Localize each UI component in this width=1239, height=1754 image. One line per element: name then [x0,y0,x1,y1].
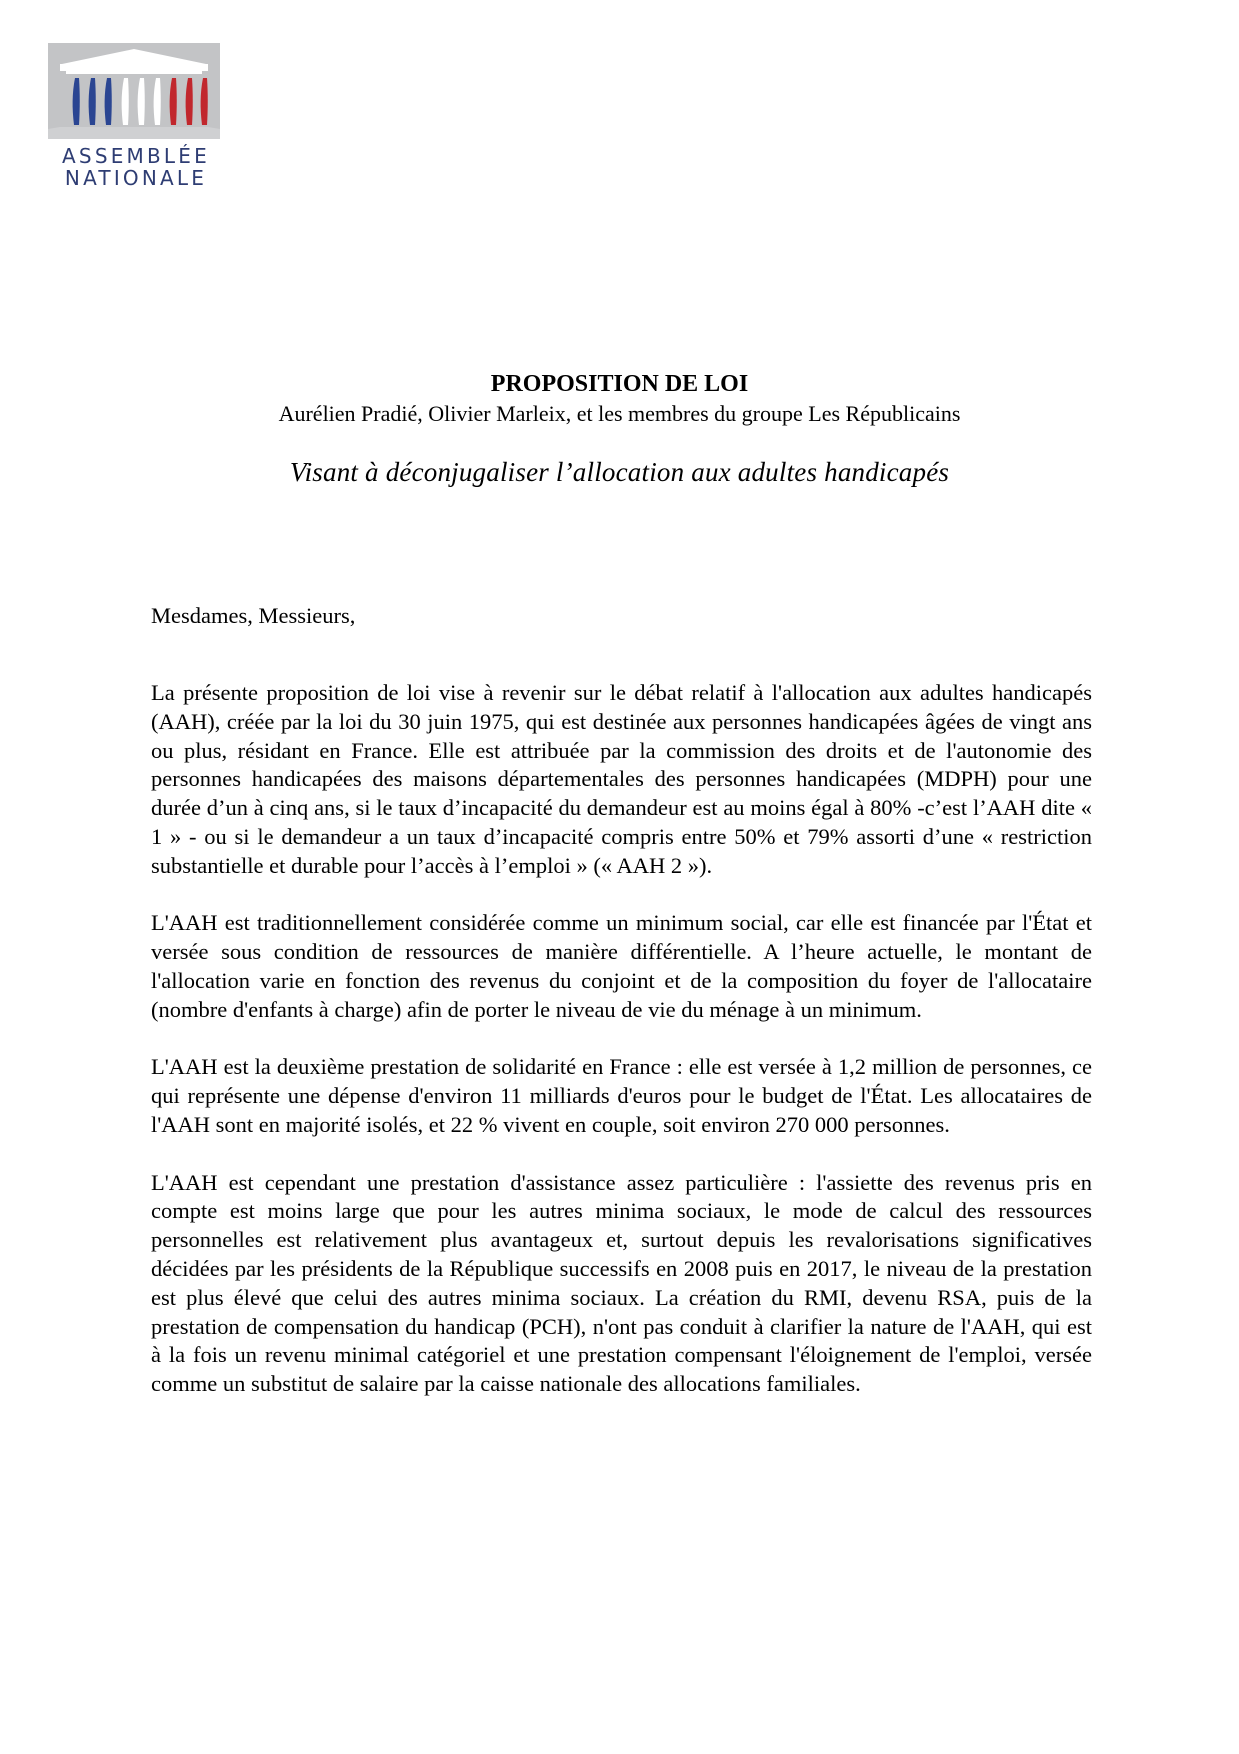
paragraph-4: L'AAH est cependant une prestation d'assistance assez particulière : l'assiette des revenus pris en compte est moins large que pour les autres minima sociaux, le mode de calcul des ressources personnelles est relativement plus avantageux et, surtout depuis les revalorisations significatives décidées par les présidents de la République successifs en 2008 puis en 2017, le niveau de la prestation est plus élevé que celui des autres minima sociaux. La création du RMI, devenu RSA, puis de la prestation de compensation du handicap (PCH), n'ont pas conduit à clarifier la nature de l'AAH, qui est à la fois un revenu minimal catégoriel et une prestation compensant l'éloignement de l'emploi, versée comme un substitut de salaire par la caisse nationale des allocations familiales. [151,1169,1092,1397]
expose-des-motifs [151,679,1092,1428]
document-type-heading: PROPOSITION DE LOI [490,371,749,397]
paragraph-3: L'AAH est la deuxième prestation de solidarité en France : elle est versée à 1,2 million de personnes, ce qui représente une dépense d'environ 11 milliards d'euros pour le budget de l'État. Les allocataires de l'AAH sont en majorité isolés, et 22 % vivent en couple, soit environ 270 000 personnes. [151,1054,1092,1137]
logo-wordmark [50,145,222,189]
logo-line-1: ASSEMBLÉE [62,144,210,168]
paragraph-1: La présente proposition de loi vise à revenir sur le débat relatif à l'allocation aux adultes handicapés (AAH), créée par la loi du 30 juin 1975, qui est destinée aux personnes handicapées âgées de vingt ans ou plus, résidant en France. Elle est attribuée par la commission des droits et de l'autonomie des personnes handicapées des maisons départementales des personnes handicapées (MDPH) pour une durée d’un à cinq ans, si le taux d’incapacité du demandeur est au moins égal à 80% -c’est l’AAH dite « 1 » - ou si le demandeur a un taux d’incapacité compris entre 50% et 79% assorti d’une « restriction substantielle et durable pour l’accès à l’emploi » (« AAH 2 »). [151,680,1092,878]
parliament-building-icon [48,43,220,139]
salutation: Mesdames, Messieurs, [151,603,356,628]
document-title: Visant à déconjugaliser l’allocation aux adultes handicapés [289,457,950,487]
logo-line-2: NATIONALE [64,166,208,190]
assemblee-nationale-logo [48,43,220,189]
paragraph-2: L'AAH est traditionnellement considérée comme un minimum social, car elle est financée par l'État et versée sous condition de ressources de manière différentielle. A l’heure actuelle, le montant de l'allocation varie en fonction des revenus du conjoint et de la composition du foyer de l'allocataire (nombre d'enfants à charge) afin de porter le niveau de vie du ménage à un minimum. [151,910,1092,1022]
document-authors: Aurélien Pradié, Olivier Marleix, et les membres du groupe Les Républicains [278,401,961,426]
